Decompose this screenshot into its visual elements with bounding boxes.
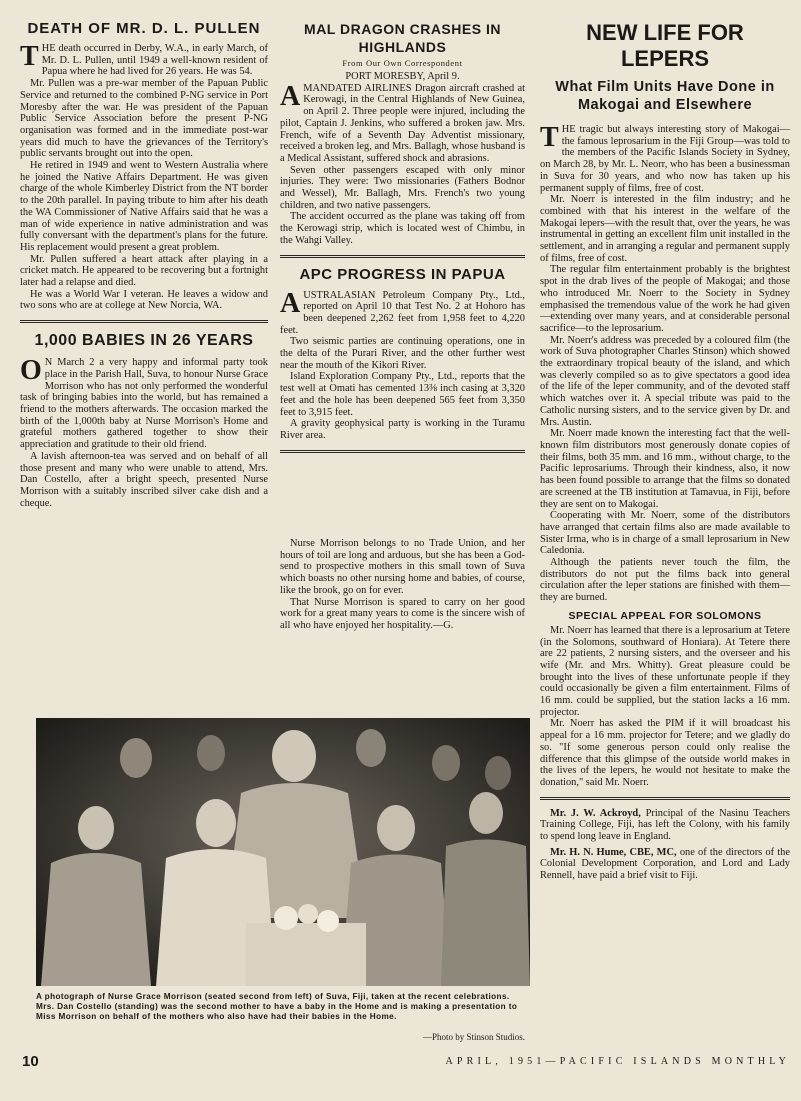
pullen-paragraph: Mr. Pullen suffered a heart attack after playing in a cricket match. He appeared to be recovering but a fortnight later had a relapse and died.: [20, 253, 268, 289]
lepers-paragraph: Cooperating with Mr. Noerr, some of the distributors have arranged that certain films also are made available to Sister Irma, who is in charge of a small leprosarium in New Caledonia.: [540, 510, 790, 557]
lepers-subheadline: What Film Units Have Done in Makogai and Elsewhere: [555, 79, 775, 113]
apc-paragraph: Island Exploration Company Pty., Ltd., reports that the test well at Omati has cemented 13⅜ inch casing at 3,320 feet and the hole has been deepened 565 feet from 3,350 feet to 3,915 feet.: [280, 371, 525, 418]
lepers-paragraph: Mr. Noerr is interested in the film industry; and he combined with that his interest in the welfare of the Makogai lepers—with the result that, over the years, he was instrumental in getting an excellent film unit installed in the settlement, and in arranging a regular and permanent supply of films, free of cost.: [540, 194, 790, 264]
appeal-subheading: SPECIAL APPEAL FOR SOLOMONS: [568, 609, 762, 622]
drop-cap: A: [280, 80, 301, 112]
column-left: [20, 20, 268, 509]
babies-paragraph: A lavish afternoon-tea was served and on behalf of all those present and many who were unable to attend, Mrs. Dan Costello, after a bright speech, presented Nurse Morrison with a suitably inscribed silver cake dish and a cheque.: [20, 450, 268, 509]
drop-cap: O: [20, 355, 42, 387]
brief-hume: Mr. H. N. Hume, CBE, MC, one of the directors of the Colonial Development Corporation, and Lord and Lady Rennell, have paid a brief visit to Fiji.: [540, 846, 790, 882]
babies-paragraph: That Nurse Morrison is spared to carry on her good work for a great many years to come is the sincere wish of all who have enjoyed her hospitality.—G.: [280, 596, 525, 631]
babies-headline: 1,000 BABIES IN 26 YEARS: [34, 332, 254, 350]
mal-headline: MAL DRAGON CRASHES IN HIGHLANDS: [304, 21, 501, 55]
page-footer: [20, 1053, 790, 1073]
divider: [280, 255, 525, 258]
drop-cap: T: [540, 122, 559, 153]
pullen-paragraph: Mr. Pullen was a pre-war member of the Papuan Public Service and returned to the combined P-NG service in Port Moresby after the war. He was president of the Papuan Public Service Association before the present P-NG organisation was formed and in the immediate post-war years did much to have the grievances of the Territory's public servants brought out into the open.: [20, 78, 268, 160]
divider: [20, 320, 268, 323]
pullen-headline: DEATH OF MR. D. L. PULLEN: [27, 20, 261, 37]
pullen-paragraph: He was a World War I veteran. He leaves a widow and two sons who are at college at New Norcia, WA.: [20, 288, 268, 312]
drop-cap: A: [280, 287, 301, 319]
mal-paragraph: Seven other passengers escaped with only minor injuries. They were: Two missionaries (Fathers Bodnor and Wessel), Mr. Ballagh, Mrs. French's two young children, and two native passengers.: [280, 164, 525, 211]
pullen-paragraph: THE death occurred in Derby, W.A., in early March, of Mr. D. L. Pullen, until 1949 a well-known resident of Papua where he had lived for 26 years. He was 54.: [20, 41, 268, 78]
apc-paragraph: AUSTRALASIAN Petroleum Company Pty., Ltd., reported on April 10 that Test No. 2 at Hohoro has been deepened 2,262 feet from 1,958 feet to 4,220 feet.: [280, 287, 525, 336]
babies-continued: [280, 538, 525, 632]
page-number: 10: [22, 1053, 39, 1070]
lepers-paragraph: Mr. Noerr has learned that there is a leprosarium at Tetere (in the Solomons, southward of Honiara). At Tetere there are 22 patients, 2 nursing sisters, and the overseer and his wife (Mr. and Mrs. Whitty). Great pleasure could be brought into the lives of these unfortunate people if they could occasionally be given a film entertainment. Films of 16 mm. could be supplied, but the station lacks a 16 mm. projector.: [540, 624, 790, 718]
mal-paragraph: The accident occurred as the plane was taking off from the Kerowagi strip, which is located west of Chimbu, in the Wahgi Valley.: [280, 211, 525, 246]
drop-cap: T: [20, 41, 39, 72]
mal-paragraph: AMANDATED AIRLINES Dragon aircraft crashed at Kerowagi, in the Central Highlands of New Guinea, on April 2. Three people were injured, including the pilot, Captain J. Jenkins, who suffered a broken jaw. Mrs. French, wife of a Seventh Day Adventist missionary, received a broken leg, and Mrs. Ballagh, whose husband is a Medical Assistant, suffered shock and abrasions.: [280, 80, 525, 164]
divider: [280, 450, 525, 453]
photo-credit: —Photo by Stinson Studios.: [422, 1032, 525, 1042]
apc-headline: APC PROGRESS IN PAPUA: [299, 265, 506, 283]
lepers-paragraph: The regular film entertainment probably is the brightest spot in the drab lives of the people of Makogai; and those who introduced Mr. Noerr to the Society in Sydney emphasised the tremendous value of the work he had given—extending over many years, and at considerable personal sacrifice—to the leprosarium.: [540, 264, 790, 334]
brief-ackroyd: Mr. J. W. Ackroyd, Principal of the Nasinu Teachers Training College, Fiji, has left the Colony, with his family to spend long leave in England.: [540, 807, 790, 843]
lepers-paragraph: Mr. Noerr made known the interesting fact that the well-known film distributors most generously donate copies of their films, both 35 mm. and 16 mm., without charge, to the Pacific leprosariums. Through their kindness, also, it now has been found possible to arrange that the films so donated are screened at the TB institution at Tamavua, in Fiji, before they are sent on to Makogai.: [540, 428, 790, 510]
divider: [540, 797, 790, 800]
pullen-paragraph: He retired in 1949 and went to Western Australia where he joined the Native Affairs Department. He was given charge of the whole Kimberley District from the NT border to the 20th parallel. In paying tribute to him after his death the WA Commissioner of Native Affairs said that he was a man of wide experience in native administration and was fully conversant with the department's plans for the future. His replacement would present a great problem.: [20, 160, 268, 253]
lepers-paragraph: THE tragic but always interesting story of Makogai—the famous leprosarium in the Fiji Group—was told to the members of the Pacific Islands Society in Sydney, on March 28, by Mr. L. Neorr, who has been a businessman in Suva for 30 years, and who now has taken up his permanent supply of films, free of cost.: [540, 122, 790, 194]
dateline: PORT MORESBY, April 9.: [345, 71, 460, 82]
running-footer: APRIL, 1951—PACIFIC ISLANDS MONTHLY: [445, 1056, 790, 1067]
photo-caption: A photograph of Nurse Grace Morrison (seated second from left) of Suva, Fiji, taken at the recent celebrations. Mrs. Dan Costello (standing) was the second mother to have a baby in the Home and is making a presentation to Miss Morrison on behalf of the mothers who also have had their babies in the Home.: [36, 992, 518, 1021]
babies-paragraph: O N March 2 a very happy and informal party took place in the Parish Hall, Suva, to honour Nurse Grace Morrison who has not only performed the wonderful task of bringing babies into the world, but has remained a friend to the mothers afterwards. The occasion marked the birth of the 1,000th baby at Nurse Morrison's Home and grateful mothers gathered together to show their appreciation and gratitude to their old friend.: [20, 355, 268, 451]
lepers-paragraph: Mr. Noerr's address was preceded by a coloured film (the work of Suva photographer Charles Stinson) which showed the extraordinary tropical beauty of the island, and which was cleverly compiled so as to give spectators a good idea of the life of the leper community, and of the devoted staff which watches over it. A special tribute was paid to the Catholic nursing sisters, and to the service given by Dr. and Mrs. Austin.: [540, 334, 790, 428]
column-middle: [280, 20, 525, 461]
apc-paragraph: Two seismic parties are continuing operations, one in the delta of the Purari River, and the other further west near the mouth of the Kikori River.: [280, 336, 525, 371]
babies-paragraph: Nurse Morrison belongs to no Trade Union, and her hours of toil are long and arduous, but she has been a God-send to prospective mothers in this small town of Suva which boasts no other nursing home and babies, of course, like the brook, go on for ever.: [280, 538, 525, 596]
lepers-headline: NEW LIFE FOR LEPERS: [586, 20, 744, 71]
byline: From Our Own Correspondent: [342, 58, 463, 68]
lepers-paragraph: Although the patients never touch the film, the distributors do not put the films back into general circulation after the leper stations are finished with them—they are burned.: [540, 557, 790, 604]
group-photo-image: [36, 718, 530, 986]
column-right: [540, 20, 790, 882]
lepers-paragraph: Mr. Noerr has asked the PIM if it will broadcast his appeal for a 16 mm. projector for Tetere; and we gladly do so. "If some generous person could only realise the difference that this glimpse of the outside world makes in the lives of the lepers, he would not hesitate to make the donation," said Mr. Noerr.: [540, 718, 790, 788]
photograph: [36, 718, 530, 986]
apc-paragraph: A gravity geophysical party is working in the Turamu River area.: [280, 418, 525, 441]
